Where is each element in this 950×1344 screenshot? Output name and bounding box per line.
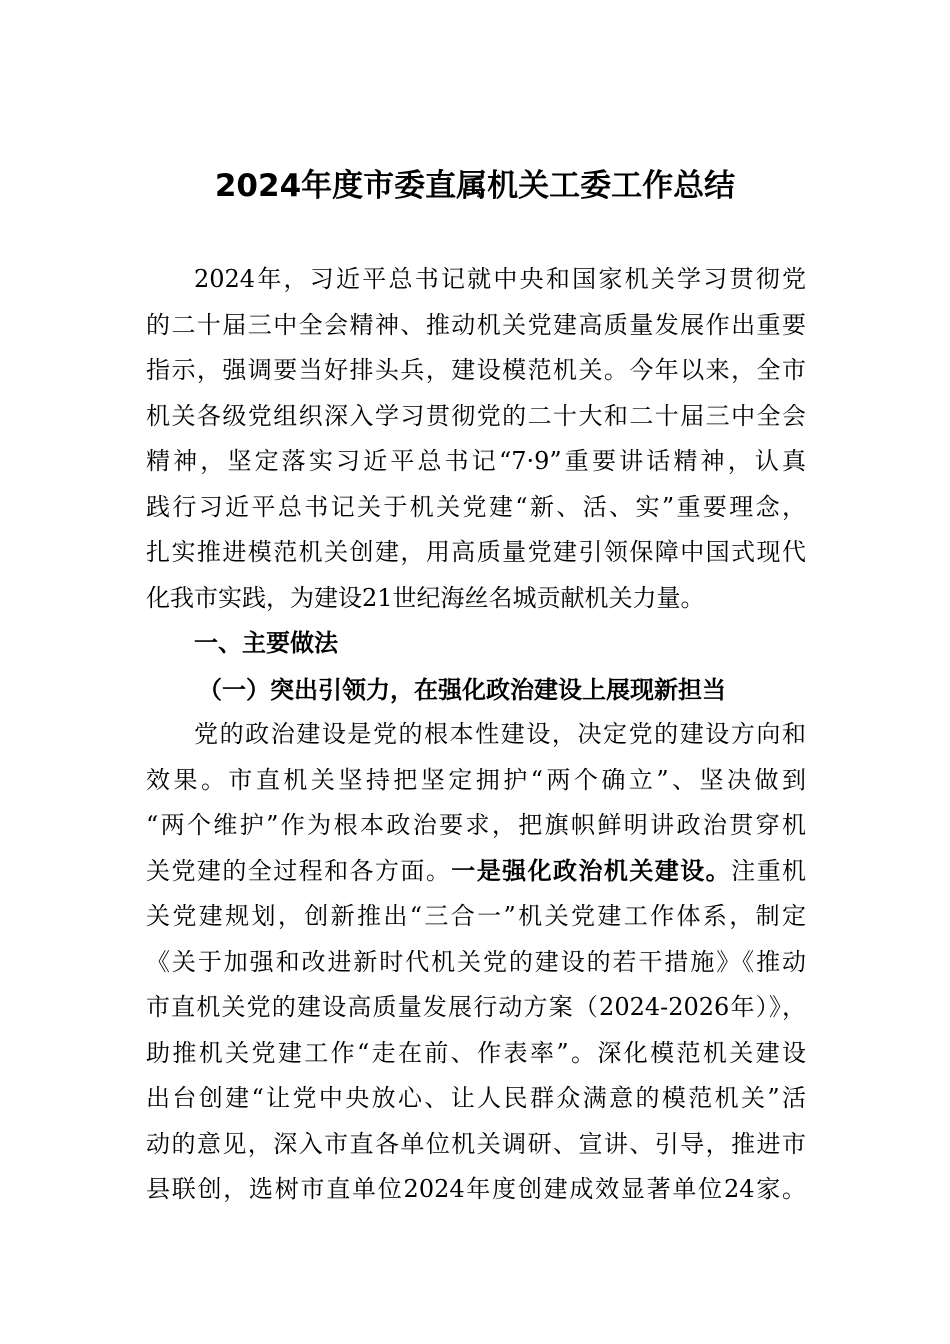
intro-line: 指示，强调要当好排头兵，建设模范机关。今年以来，全市 (146, 356, 806, 384)
body-line: 党的政治建设是党的根本性建设，决定党的建设方向和 (194, 720, 806, 748)
intro-line: 扎实推进模范机关创建，用高质量党建引领保障中国式现代 (146, 538, 806, 566)
document-title: 2024年度市委直属机关工委工作总结 (214, 168, 736, 204)
section-heading: 一、主要做法 (194, 629, 338, 657)
intro-paragraph (146, 257, 806, 1213)
body-line: 《关于加强和改进新时代机关党的建设的若干措施》《推动 (146, 947, 806, 976)
subsection-heading: （一）突出引领力，在强化政治建设上展现新担当 (198, 674, 726, 704)
body-line-mixed (146, 849, 806, 895)
body-line: 县联创，选树市直单位2024年度创建成效显著单位24家。 (146, 1175, 806, 1203)
body-text-fragment: 关党建的全过程和各方面。 (146, 856, 452, 885)
intro-line: 化我市实践，为建设21世纪海丝名城贡献机关力量。 (146, 583, 705, 612)
intro-line: 精神，坚定落实习近平总书记“7·9”重要讲话精神，认真 (146, 447, 806, 475)
body-line: 效果。市直机关坚持把坚定拥护“两个确立”、坚决做到 (146, 765, 806, 794)
body-line: “两个维护”作为根本政治要求，把旗帜鲜明讲政治贯穿机 (146, 811, 806, 839)
body-line: 市直机关党的建设高质量发展行动方案（2024-2026年）》， (146, 993, 806, 1021)
body-line: 助推机关党建工作“走在前、作表率”。深化模范机关建设 (146, 1038, 806, 1067)
intro-line: 机关各级党组织深入学习贯彻党的二十大和二十届三中全会 (146, 401, 806, 430)
body-line: 关党建规划，创新推出“三合一”机关党建工作体系，制定 (146, 902, 806, 930)
body-line: 动的意见，深入市直各单位机关调研、宣讲、引导，推进市 (146, 1129, 806, 1158)
bold-emphasis: 一是强化政治机关建设。 (451, 856, 732, 885)
body-line: 出台创建“让党中央放心、让人民群众满意的模范机关”活 (146, 1084, 806, 1112)
intro-line: 的二十届三中全会精神、推动机关党建高质量发展作出重要 (146, 310, 806, 339)
body-text-fragment: 注重机 (731, 856, 807, 885)
intro-line: 践行习近平总书记关于机关党建“新、活、实”重要理念， (146, 492, 806, 521)
intro-line: 2024年，习近平总书记就中央和国家机关学习贯彻党 (194, 265, 806, 293)
